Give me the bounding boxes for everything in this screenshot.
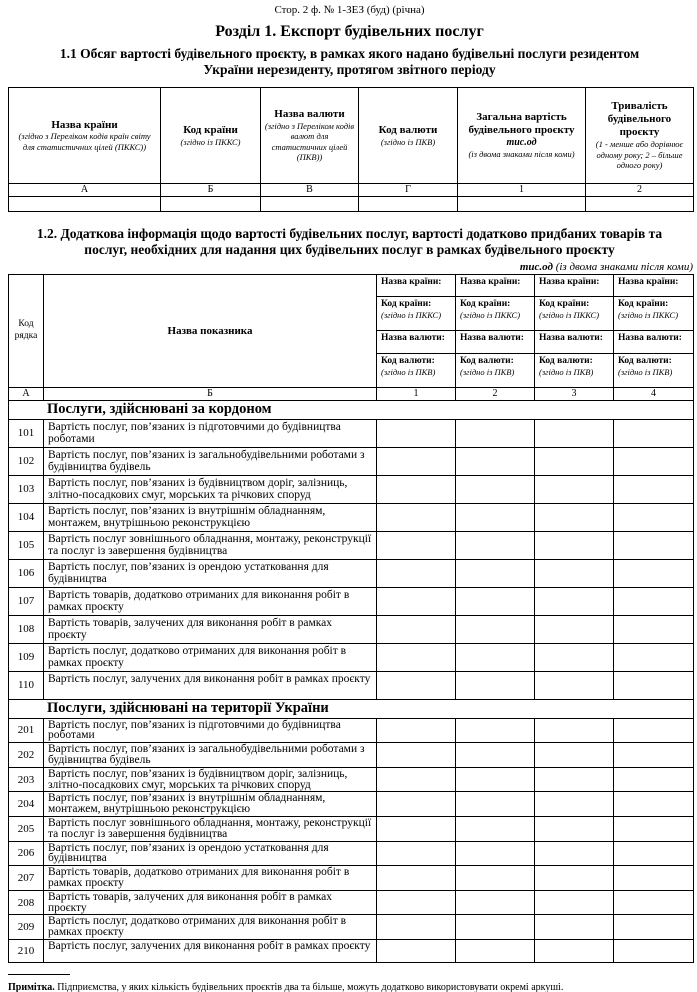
t2-currency-name-field-2[interactable]: Назва валюти: xyxy=(456,330,535,353)
t2-country-name-field-3[interactable]: Назва країни: xyxy=(535,274,614,296)
t1-input-currency-code[interactable] xyxy=(359,196,458,211)
value-cell-col1[interactable] xyxy=(377,718,456,743)
value-cell-col3[interactable] xyxy=(535,767,614,792)
t2-letter-row xyxy=(9,387,694,400)
value-cell-col4[interactable] xyxy=(614,890,694,915)
value-cell-col4[interactable] xyxy=(614,915,694,940)
t1-header-duration: Тривалість будівельного проєкту (1 - менше або дорівнює одному року; 2 – більше одного року) xyxy=(586,87,694,183)
value-cell-col2[interactable] xyxy=(456,841,535,866)
value-cell-col1[interactable] xyxy=(377,767,456,792)
value-cell-col3[interactable] xyxy=(535,559,614,587)
table2-body xyxy=(9,274,694,962)
table-row xyxy=(9,447,694,475)
row-code: 206 xyxy=(9,841,44,866)
value-cell-col3[interactable] xyxy=(535,475,614,503)
row-label: Вартість товарів, залучених для виконання робіт в рамках проєкту xyxy=(44,890,377,915)
t2-header-indicator: Назва показника xyxy=(44,274,377,387)
value-cell-col3[interactable] xyxy=(535,866,614,891)
value-cell-col2[interactable] xyxy=(456,940,535,963)
units-precision-note: (із двома знаками після коми) xyxy=(552,260,693,273)
value-cell-col2[interactable] xyxy=(456,817,535,842)
table-row xyxy=(9,419,694,447)
table-row xyxy=(9,841,694,866)
row-label: Вартість товарів, додатково отриманих для виконання робіт в рамках проєкту xyxy=(44,866,377,891)
row-code: 107 xyxy=(9,587,44,615)
value-cell-col4[interactable] xyxy=(614,671,694,699)
table-row xyxy=(9,915,694,940)
value-cell-col1[interactable] xyxy=(377,866,456,891)
t2-currency-code-field-4[interactable]: Код валюти: (згідно із ПКВ) xyxy=(614,353,694,387)
t2-header-row-code: Код рядка xyxy=(9,274,44,387)
value-cell-col2[interactable] xyxy=(456,643,535,671)
value-cell-col4[interactable] xyxy=(614,447,694,475)
row-code: 103 xyxy=(9,475,44,503)
column-letter: Б xyxy=(44,387,377,400)
value-cell-col1[interactable] xyxy=(377,615,456,643)
section-title: Послуги, здійснювані за кордоном xyxy=(9,400,694,419)
value-cell-col3[interactable] xyxy=(535,890,614,915)
table-row xyxy=(9,475,694,503)
t1-input-total-value[interactable] xyxy=(458,196,586,211)
value-cell-col4[interactable] xyxy=(614,841,694,866)
row-label: Вартість товарів, додатково отриманих для виконання робіт в рамках проєкту xyxy=(44,587,377,615)
row-code: 106 xyxy=(9,559,44,587)
value-cell-col3[interactable] xyxy=(535,503,614,531)
value-cell-col2[interactable] xyxy=(456,447,535,475)
row-code: 210 xyxy=(9,940,44,963)
table-row xyxy=(9,940,694,963)
value-cell-col1[interactable] xyxy=(377,915,456,940)
column-letter: В xyxy=(261,183,359,196)
t2-country-code-field-1[interactable]: Код країни: (згідно із ПККС) xyxy=(377,296,456,330)
row-label: Вартість послуг, пов’язаних із загальнобудівельними роботами з будівництва будівель xyxy=(44,447,377,475)
row-label: Вартість послуг, пов’язаних із будівництвом доріг, залізниць, злітно-посадкових смуг, морських та річкових споруд xyxy=(44,475,377,503)
value-cell-col2[interactable] xyxy=(456,615,535,643)
column-letter: 1 xyxy=(377,387,456,400)
table-row xyxy=(9,767,694,792)
t2-country-code-field-4[interactable]: Код країни: (згідно із ПККС) xyxy=(614,296,694,330)
value-cell-col1[interactable] xyxy=(377,792,456,817)
column-letter: Б xyxy=(161,183,261,196)
value-cell-col1[interactable] xyxy=(377,671,456,699)
column-letter: 1 xyxy=(458,183,586,196)
value-cell-col1[interactable] xyxy=(377,817,456,842)
units-note xyxy=(8,261,693,273)
value-cell-col3[interactable] xyxy=(535,643,614,671)
value-cell-col2[interactable] xyxy=(456,915,535,940)
value-cell-col1[interactable] xyxy=(377,643,456,671)
form-page-reference: Стор. 2 ф. № 1-ЗЕЗ (буд) (річна) xyxy=(274,4,425,16)
row-label: Вартість послуг, пов’язаних із підготовчими до будівництва роботами xyxy=(44,419,377,447)
table-1-1 xyxy=(8,87,694,212)
section-1-1-title: 1.1 Обсяг вартості будівельного проєкту, в рамках якого надано будівельні послуги резидентом України нерезиденту, протягом звітного періоду xyxy=(59,46,640,77)
value-cell-col3[interactable] xyxy=(535,531,614,559)
table-row xyxy=(9,531,694,559)
section-header-row xyxy=(9,400,694,419)
value-cell-col4[interactable] xyxy=(614,559,694,587)
t2-currency-name-field-4[interactable]: Назва валюти: xyxy=(614,330,694,353)
value-cell-col4[interactable] xyxy=(614,767,694,792)
t1-header-total-value: Загальна вартість будівельного проєкту тис.од (із двома знаками після коми) xyxy=(458,87,586,183)
table-row xyxy=(9,890,694,915)
value-cell-col4[interactable] xyxy=(614,940,694,963)
value-cell-col3[interactable] xyxy=(535,447,614,475)
section-1-title: Розділ 1. Експорт будівельних послуг xyxy=(215,23,484,40)
row-code: 209 xyxy=(9,915,44,940)
row-label: Вартість послуг, пов’язаних із загальнобудівельними роботами з будівництва будівель xyxy=(44,743,377,768)
t1-header-country-code: Код країни (згідно із ПККС) xyxy=(161,87,261,183)
section-1-2-title: 1.2. Додаткова інформація щодо вартості будівельних послуг, вартості додатково придбаних товарів та послуг, необхідних для надання цих будівельних послуг в рамках будівельного проєкту xyxy=(36,225,663,257)
t1-entry-row xyxy=(9,196,694,211)
row-code: 110 xyxy=(9,671,44,699)
table-row xyxy=(9,587,694,615)
column-letter: А xyxy=(9,183,161,196)
row-label: Вартість товарів, залучених для виконання робіт в рамках проєкту xyxy=(44,615,377,643)
table-row xyxy=(9,866,694,891)
table-row xyxy=(9,503,694,531)
value-cell-col1[interactable] xyxy=(377,503,456,531)
t2-currency-name-field-3[interactable]: Назва валюти: xyxy=(535,330,614,353)
footnote-label: Примітка. xyxy=(8,982,55,992)
table-row xyxy=(9,671,694,699)
value-cell-col1[interactable] xyxy=(377,531,456,559)
value-cell-col4[interactable] xyxy=(614,718,694,743)
row-code: 101 xyxy=(9,419,44,447)
value-cell-col2[interactable] xyxy=(456,743,535,768)
value-cell-col2[interactable] xyxy=(456,503,535,531)
row-code: 201 xyxy=(9,718,44,743)
value-cell-col2[interactable] xyxy=(456,419,535,447)
value-cell-col3[interactable] xyxy=(535,671,614,699)
row-label: Вартість послуг, пов’язаних із орендою устатковання для будівництва xyxy=(44,841,377,866)
table-row xyxy=(9,559,694,587)
value-cell-col4[interactable] xyxy=(614,587,694,615)
t2-currency-name-field-1[interactable]: Назва валюти: xyxy=(377,330,456,353)
t2-country-name-field-2[interactable]: Назва країни: xyxy=(456,274,535,296)
table-row xyxy=(9,792,694,817)
value-cell-col3[interactable] xyxy=(535,718,614,743)
row-code: 105 xyxy=(9,531,44,559)
row-label: Вартість послуг, пов’язаних із внутрішнім обладнанням, монтажем, внутрішньою реконструкцією xyxy=(44,503,377,531)
row-code: 202 xyxy=(9,743,44,768)
t2-currency-code-field-1[interactable]: Код валюти: (згідно із ПКВ) xyxy=(377,353,456,387)
t1-input-country-code[interactable] xyxy=(161,196,261,211)
value-cell-col1[interactable] xyxy=(377,940,456,963)
column-letter: А xyxy=(9,387,44,400)
value-cell-col3[interactable] xyxy=(535,940,614,963)
t2-country-code-field-3[interactable]: Код країни: (згідно із ПККС) xyxy=(535,296,614,330)
row-code: 205 xyxy=(9,817,44,842)
value-cell-col3[interactable] xyxy=(535,841,614,866)
value-cell-col2[interactable] xyxy=(456,792,535,817)
value-cell-col3[interactable] xyxy=(535,743,614,768)
footnote xyxy=(8,982,691,992)
value-cell-col3[interactable] xyxy=(535,915,614,940)
t1-letter-row xyxy=(9,183,694,196)
value-cell-col3[interactable] xyxy=(535,792,614,817)
value-cell-col4[interactable] xyxy=(614,615,694,643)
value-cell-col2[interactable] xyxy=(456,890,535,915)
row-label: Вартість послуг, пов’язаних із будівництвом доріг, залізниць, злітно-посадкових смуг, морських та річкових споруд xyxy=(44,767,377,792)
value-cell-col2[interactable] xyxy=(456,559,535,587)
value-cell-col4[interactable] xyxy=(614,792,694,817)
value-cell-col2[interactable] xyxy=(456,671,535,699)
table-row xyxy=(9,643,694,671)
value-cell-col1[interactable] xyxy=(377,419,456,447)
value-cell-col1[interactable] xyxy=(377,559,456,587)
row-label: Вартість послуг зовнішнього обладнання, монтажу, реконструкції та послуг із завершення будівництва xyxy=(44,531,377,559)
table-1-2 xyxy=(8,274,694,963)
column-letter: 3 xyxy=(535,387,614,400)
value-cell-col3[interactable] xyxy=(535,615,614,643)
value-cell-col3[interactable] xyxy=(535,587,614,615)
value-cell-col1[interactable] xyxy=(377,475,456,503)
section-header-row xyxy=(9,699,694,718)
value-cell-col1[interactable] xyxy=(377,447,456,475)
t2-country-name-field-1[interactable]: Назва країни: xyxy=(377,274,456,296)
section-title: Послуги, здійснювані на території України xyxy=(9,699,694,718)
row-code: 203 xyxy=(9,767,44,792)
row-code: 208 xyxy=(9,890,44,915)
value-cell-col2[interactable] xyxy=(456,866,535,891)
row-code: 102 xyxy=(9,447,44,475)
value-cell-col1[interactable] xyxy=(377,743,456,768)
row-code: 108 xyxy=(9,615,44,643)
t2-currency-code-field-3[interactable]: Код валюти: (згідно із ПКВ) xyxy=(535,353,614,387)
t2-country-name-field-4[interactable]: Назва країни: xyxy=(614,274,694,296)
value-cell-col4[interactable] xyxy=(614,531,694,559)
row-label: Вартість послуг, пов’язаних із підготовчими до будівництва роботами xyxy=(44,718,377,743)
value-cell-col4[interactable] xyxy=(614,419,694,447)
t1-header-currency-name: Назва валюти (згідно з Переліком кодів валют для статистичних цілей (ПКВ)) xyxy=(261,87,359,183)
table-row xyxy=(9,615,694,643)
t2-currency-code-field-2[interactable]: Код валюти: (згідно із ПКВ) xyxy=(456,353,535,387)
table-row xyxy=(9,743,694,768)
t1-input-currency-name[interactable] xyxy=(261,196,359,211)
t1-input-country-name[interactable] xyxy=(9,196,161,211)
value-cell-col4[interactable] xyxy=(614,475,694,503)
row-code: 207 xyxy=(9,866,44,891)
row-label: Вартість послуг, пов’язаних із орендою устатковання для будівництва xyxy=(44,559,377,587)
t2-country-code-field-2[interactable]: Код країни: (згідно із ПККС) xyxy=(456,296,535,330)
value-cell-col4[interactable] xyxy=(614,817,694,842)
column-letter: 2 xyxy=(586,183,694,196)
value-cell-col2[interactable] xyxy=(456,587,535,615)
value-cell-col2[interactable] xyxy=(456,767,535,792)
value-cell-col2[interactable] xyxy=(456,531,535,559)
column-letter: 4 xyxy=(614,387,694,400)
row-label: Вартість послуг, залучених для виконання робіт в рамках проєкту xyxy=(44,671,377,699)
row-label: Вартість послуг, пов’язаних із внутрішнім обладнанням, монтажем, внутрішньою реконструкцією xyxy=(44,792,377,817)
row-label: Вартість послуг зовнішнього обладнання, монтажу, реконструкції та послуг із завершення будівництва xyxy=(44,817,377,842)
t1-header-currency-code: Код валюти (згідно із ПКВ) xyxy=(359,87,458,183)
value-cell-col1[interactable] xyxy=(377,587,456,615)
value-cell-col4[interactable] xyxy=(614,866,694,891)
value-cell-col1[interactable] xyxy=(377,890,456,915)
footnote-text: Підприємства, у яких кількість будівельних проєктів два та більше, можуть додатково використовувати окремі аркуші. xyxy=(54,982,564,992)
row-label: Вартість послуг, додатково отриманих для виконання робіт в рамках проєкту xyxy=(44,915,377,940)
table-row xyxy=(9,817,694,842)
row-label: Вартість послуг, залучених для виконання робіт в рамках проєкту xyxy=(44,940,377,963)
column-letter: Г xyxy=(359,183,458,196)
value-cell-col3[interactable] xyxy=(535,419,614,447)
table-row xyxy=(9,718,694,743)
t1-input-duration[interactable] xyxy=(586,196,694,211)
footnote-separator xyxy=(8,974,70,975)
value-cell-col2[interactable] xyxy=(456,718,535,743)
t1-header-country-name: Назва країни (згідно з Переліком кодів країн світу для статистичних цілей (ПККС)) xyxy=(9,87,161,183)
value-cell-col2[interactable] xyxy=(456,475,535,503)
value-cell-col3[interactable] xyxy=(535,817,614,842)
units-value: тис.од xyxy=(519,260,553,273)
row-label: Вартість послуг, додатково отриманих для виконання робіт в рамках проєкту xyxy=(44,643,377,671)
value-cell-col4[interactable] xyxy=(614,643,694,671)
value-cell-col4[interactable] xyxy=(614,743,694,768)
row-code: 204 xyxy=(9,792,44,817)
value-cell-col4[interactable] xyxy=(614,503,694,531)
value-cell-col1[interactable] xyxy=(377,841,456,866)
row-code: 109 xyxy=(9,643,44,671)
column-letter: 2 xyxy=(456,387,535,400)
row-code: 104 xyxy=(9,503,44,531)
